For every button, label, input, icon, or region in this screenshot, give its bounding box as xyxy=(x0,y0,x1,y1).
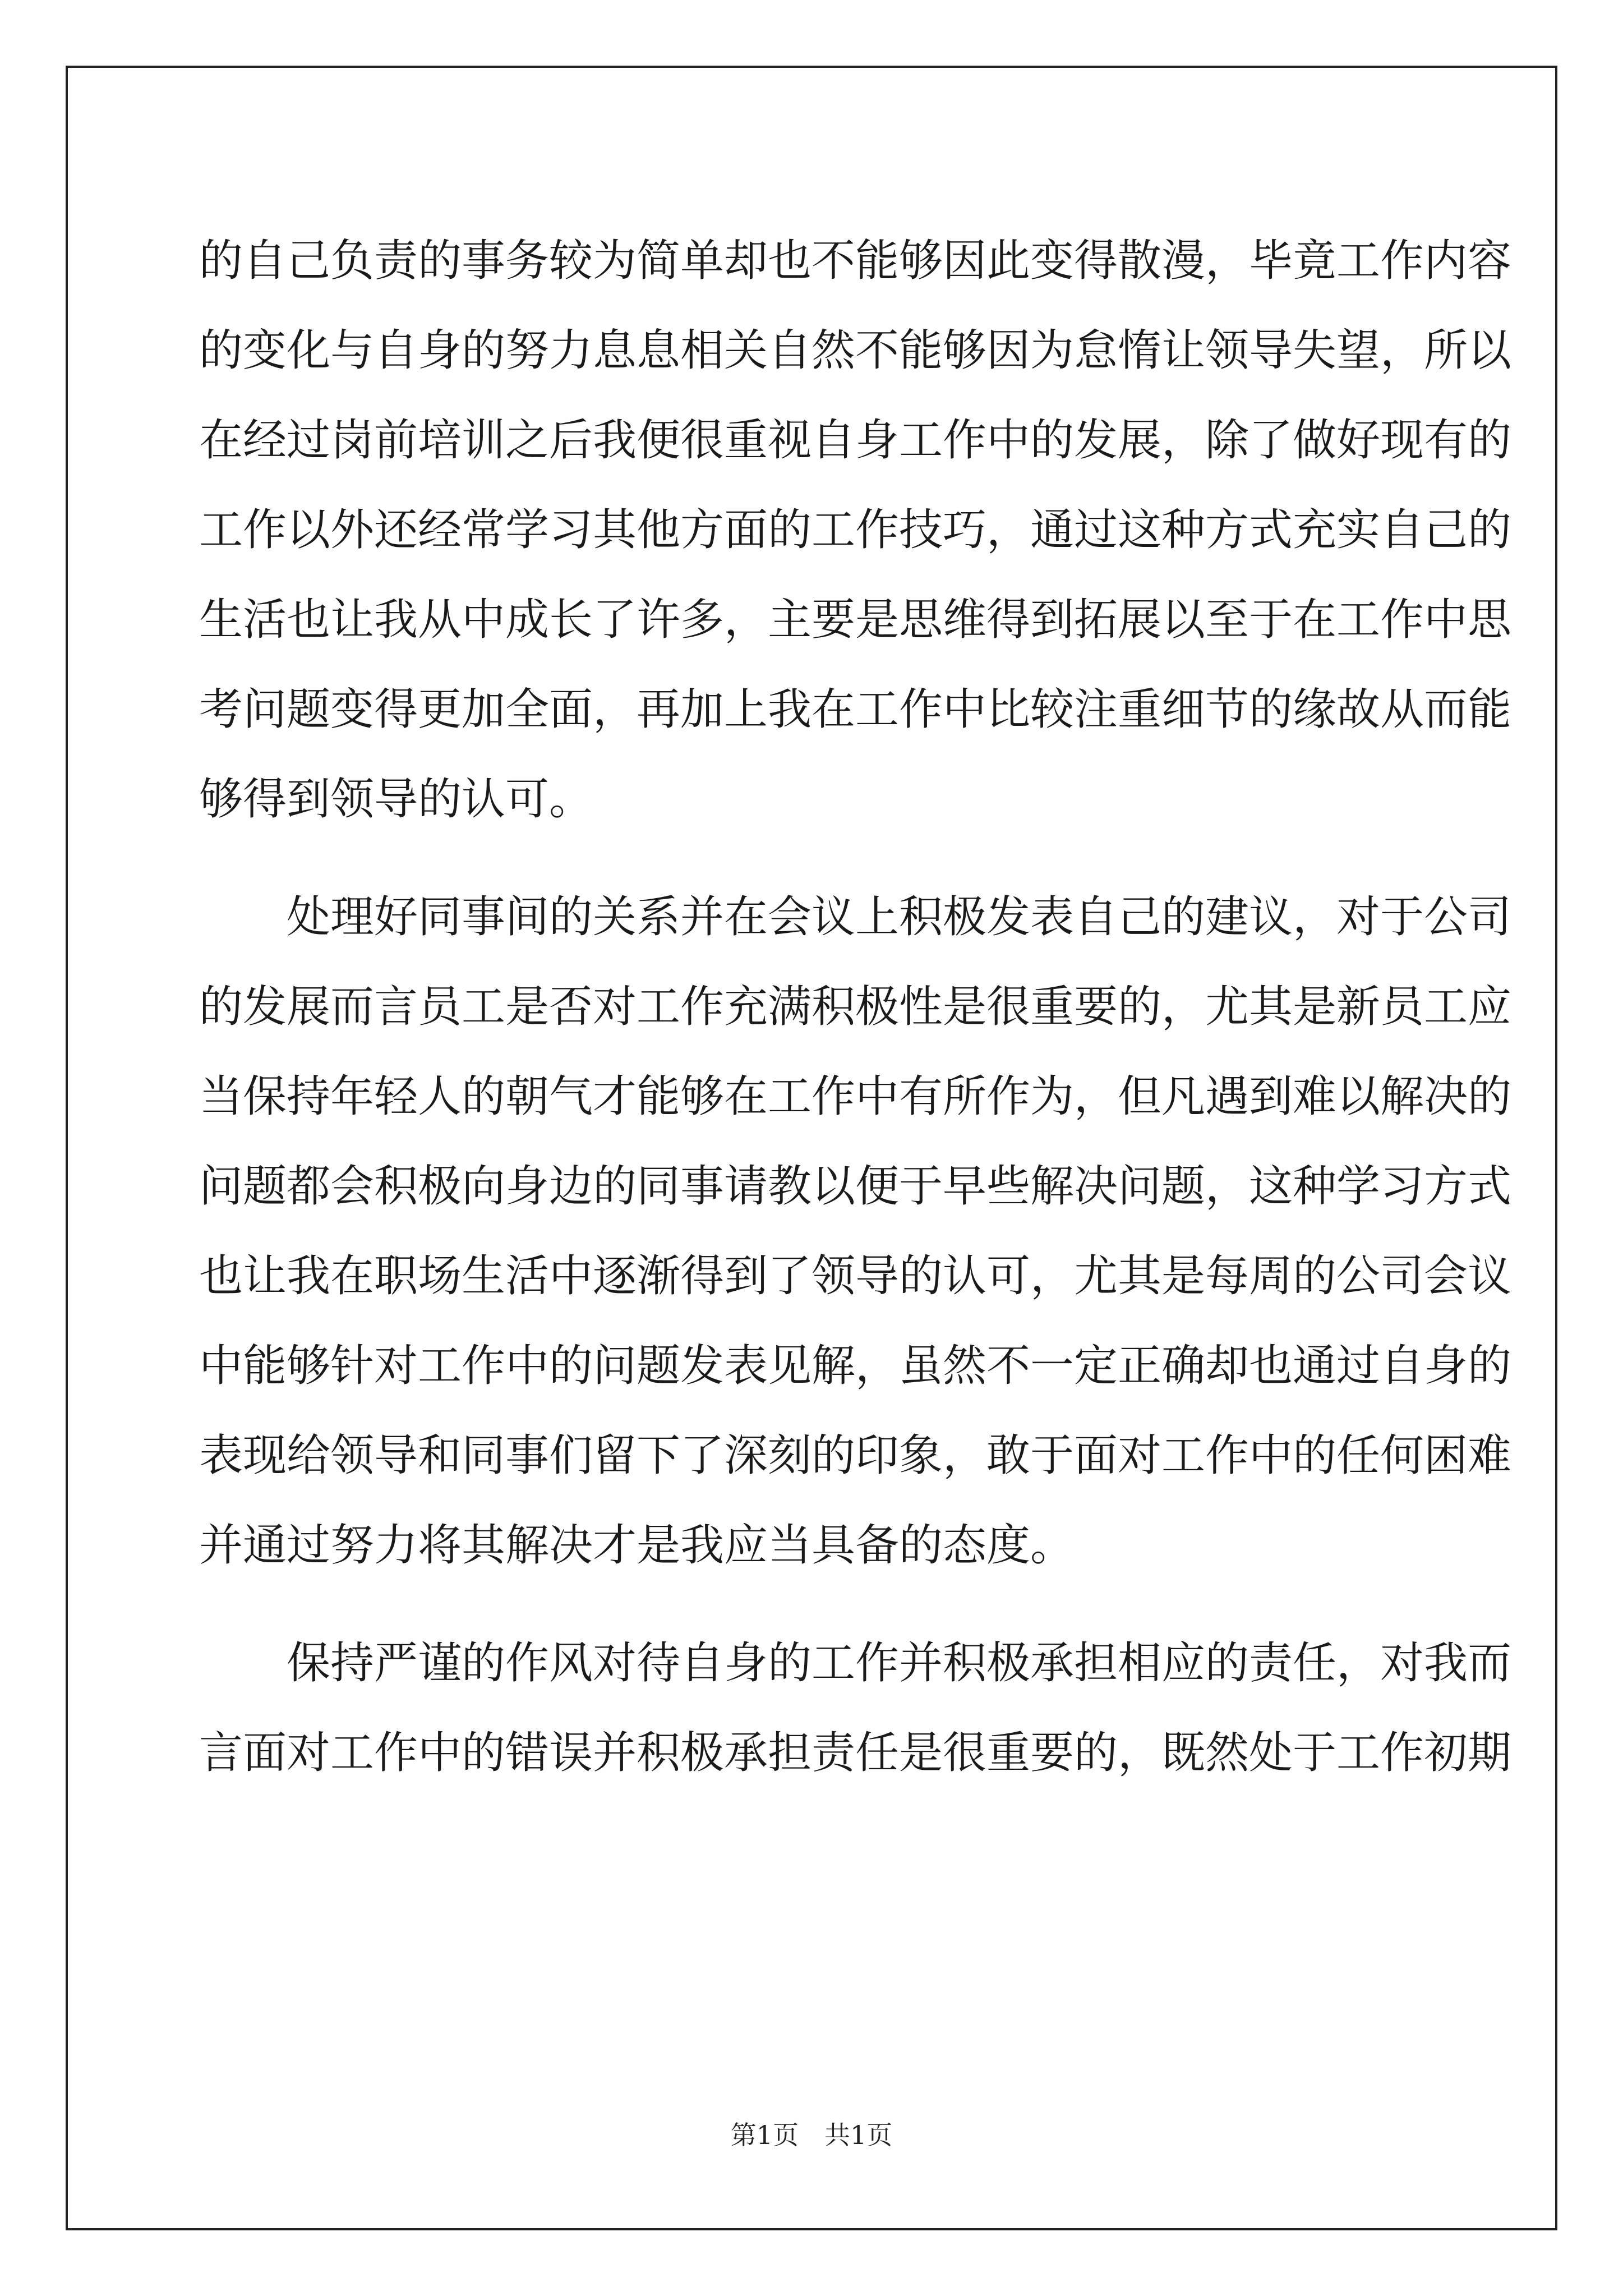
text-line: 够得到领导的认可。 xyxy=(199,774,593,825)
text-line: 保持严谨的作风对待自身的工作并积极承担相应的责任，对我而 xyxy=(199,1638,1512,1688)
text-line: 在经过岗前培训之后我便很重视自身工作中的发展，除了做好现有的 xyxy=(199,415,1512,466)
text-line: 也让我在职场生活中逐渐得到了领导的认可，尤其是每周的公司会议 xyxy=(199,1251,1512,1301)
text-line: 考问题变得更加全面，再加上我在工作中比较注重细节的缘故从而能 xyxy=(199,684,1512,735)
text-line: 表现给领导和同事们留下了深刻的印象，敢于面对工作中的任何困难 xyxy=(199,1430,1512,1481)
text-line: 生活也让我从中成长了许多，主要是思维得到拓展以至于在工作中思 xyxy=(199,595,1512,645)
text-line: 的自己负责的事务较为简单却也不能够因此变得散漫，毕竟工作内容 xyxy=(199,236,1512,286)
text-line: 的发展而言员工是否对工作充满积极性是很重要的，尤其是新员工应 xyxy=(199,982,1512,1032)
text-line: 言面对工作中的错误并积极承担责任是很重要的，既然处于工作初期 xyxy=(199,1728,1512,1778)
text-line: 的变化与自身的努力息息相关自然不能够因为怠惰让领导失望，所以 xyxy=(199,325,1512,376)
text-line: 问题都会积极向身边的同事请教以便于早些解决问题，这种学习方式 xyxy=(199,1161,1512,1212)
text-line: 当保持年轻人的朝气才能够在工作中有所作为，但凡遇到难以解决的 xyxy=(199,1071,1512,1122)
text-line: 处理好同事间的关系并在会议上积极发表自己的建议，对于公司 xyxy=(199,892,1512,942)
document-body xyxy=(199,216,1512,1798)
text-line: 中能够针对工作中的问题发表见解，虽然不一定正确却也通过自身的 xyxy=(199,1341,1512,1391)
text-line: 工作以外还经常学习其他方面的工作技巧，通过这种方式充实自己的 xyxy=(199,505,1512,555)
page-number-footer: 第1页 共1页 xyxy=(730,2120,893,2150)
paragraph-gap xyxy=(199,844,1427,872)
paragraph-gap xyxy=(199,1590,1427,1618)
text-line: 并通过努力将其解决才是我应当具备的态度。 xyxy=(199,1520,1075,1571)
